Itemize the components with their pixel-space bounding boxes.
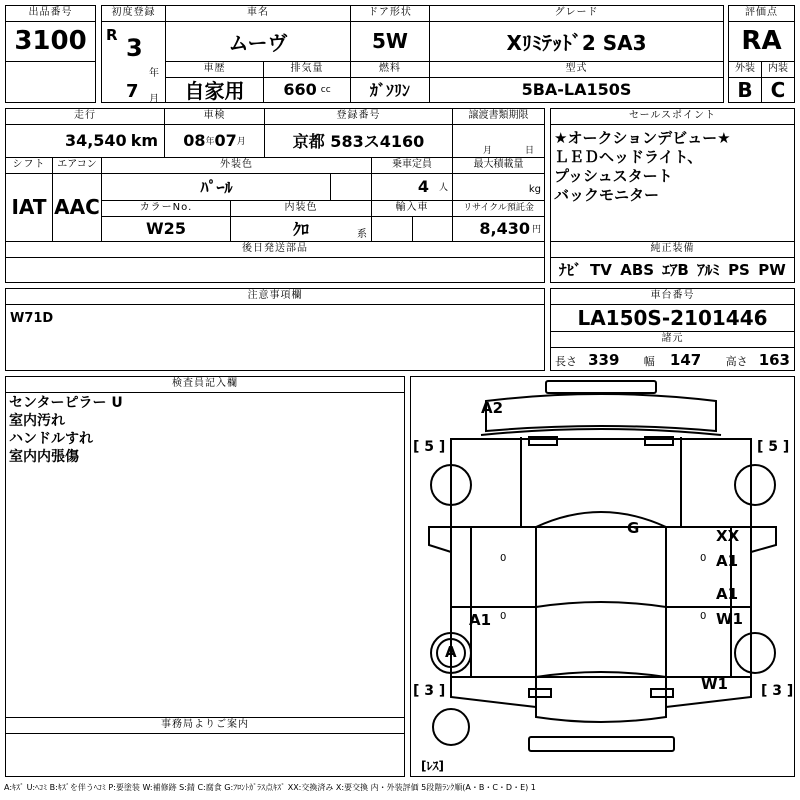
equipment-list	[551, 257, 794, 282]
inspector-lines	[9, 394, 123, 466]
import-divider	[412, 216, 413, 242]
ac-value: AAC	[54, 195, 100, 219]
interior-value: C	[770, 77, 786, 102]
inspector-label: 検査員記入欄	[6, 377, 404, 393]
sales-line: ★オークションデビュー★	[554, 129, 731, 147]
height-wrap	[726, 350, 790, 369]
first-registration-cell	[101, 5, 166, 103]
tire-rl: [ 3 ]	[413, 683, 446, 699]
mark-a2: A2	[481, 399, 504, 417]
load-label: 最大積載量	[453, 158, 544, 174]
color-no-value: W25	[146, 219, 186, 238]
equipment-alloy: ｱﾙﾐ	[697, 261, 720, 279]
office-cell	[5, 717, 405, 777]
recycle-wrap	[453, 216, 544, 241]
ac-label: エアコン	[53, 158, 101, 174]
import-label: 輸入車	[372, 201, 452, 217]
sales-line: ＬＥＤヘッドライト、	[554, 148, 703, 166]
car-name-cell	[165, 5, 351, 62]
transfer-cell	[452, 108, 545, 158]
displacement-unit: cc	[320, 84, 331, 95]
mark-a1-left: A1	[469, 611, 492, 629]
mark-g: G	[627, 519, 640, 537]
month-value: 7	[126, 81, 139, 102]
mark-a-left: A	[445, 643, 457, 661]
length-value: 339	[588, 351, 620, 369]
import-cell	[371, 200, 453, 242]
equipment-tv: TV	[590, 260, 612, 279]
capacity-cell	[371, 157, 453, 201]
inspector-line: 室内内張傷	[9, 449, 79, 465]
mark-w1-bottom: W1	[701, 675, 728, 693]
int-color-value: ｸﾛ	[292, 220, 309, 239]
insp-year: 08	[183, 131, 206, 150]
equipment-abs: ABS	[620, 260, 655, 279]
interior-label: 内装	[762, 62, 794, 78]
legend: A:ｷｽﾞ U:ﾍｺﾐ B:ｷｽﾞを伴うﾍｺﾐ P:要塗装 W:補修跡 S:錆 C:腐食 G:ﾌﾛﾝﾄｶﾞﾗｽ点ｷｽﾞ XX:交換済み X:要交換 内・外装評価 5段階ﾗﾝｸ順(A・B・C・D・E) 1	[4, 783, 536, 792]
car-diagram	[410, 376, 795, 777]
int-color-label: 内装色	[231, 201, 371, 217]
fuel-label: 燃料	[351, 62, 429, 78]
width-wrap	[644, 350, 701, 369]
displacement-cell	[263, 61, 351, 103]
capacity-value: 4	[417, 177, 429, 196]
inspector-line: センターピラー U	[9, 395, 123, 411]
front-hood-outline	[486, 394, 716, 431]
displacement-wrap	[264, 77, 350, 102]
equipment-airbag: ｴｱB	[662, 261, 689, 279]
exterior-value: B	[737, 77, 753, 102]
office-label: 事務局よりご案内	[6, 718, 404, 734]
mileage-value: 34,540	[64, 131, 127, 150]
year-value: 3	[126, 34, 143, 62]
height-value: 163	[758, 351, 790, 369]
upper-body-outline	[451, 439, 751, 527]
inspection-wrap	[165, 124, 264, 157]
recycle-unit: 円	[531, 225, 541, 235]
zero-right: 0	[700, 553, 707, 564]
mileage-wrap	[6, 124, 164, 157]
caution-value: W71D	[10, 311, 54, 326]
front-bumper-outline	[529, 737, 674, 751]
mark-w1-right: W1	[716, 610, 743, 628]
mark-a1-right-upper: A1	[716, 552, 739, 570]
door-cell	[350, 5, 430, 62]
displacement-label: 排気量	[264, 62, 350, 78]
fuel-value: ｶﾞｿﾘﾝ	[369, 81, 410, 100]
spec-row	[555, 350, 790, 369]
month-unit: 月	[149, 94, 159, 105]
spare-label: [ﾚｽ]	[421, 759, 444, 773]
load-unit: kg	[528, 184, 541, 195]
car-name-value: ムーヴ	[228, 30, 288, 55]
exterior-label: 外装	[729, 62, 761, 78]
height-label: 高さ	[725, 355, 748, 368]
color-divider	[330, 173, 331, 201]
sales-point-label: セールスポイント	[551, 109, 794, 125]
model-label: 型式	[430, 62, 723, 78]
registration-cell	[264, 108, 453, 158]
trunk-outline	[536, 672, 666, 722]
sales-point-cell	[550, 108, 795, 242]
transfer-label: 譲渡書類期限	[453, 109, 544, 125]
equipment-cell	[550, 241, 795, 283]
car-name-label: 車名	[166, 6, 350, 22]
wheel-fr	[735, 465, 775, 505]
transfer-month: 月	[483, 146, 493, 156]
grade-label: グレード	[430, 6, 723, 22]
displacement-value: 660	[283, 80, 317, 99]
chassis-value: LA150S-2101446	[577, 305, 768, 330]
mark-a1-right-lower: A1	[716, 585, 739, 603]
width-value: 147	[669, 351, 702, 369]
history-cell	[165, 61, 264, 103]
length-label: 長さ	[555, 355, 577, 368]
equipment-ps: PS	[728, 260, 750, 279]
insp-month: 07	[214, 131, 237, 150]
rear-bumper-outline	[546, 381, 656, 393]
caution-cell	[5, 288, 545, 371]
sales-line: プッシュスタート	[554, 167, 673, 185]
car-outline	[411, 377, 794, 776]
tire-fl: [ 5 ]	[413, 439, 446, 455]
grade-value: Xﾘﾐﾃｯﾄﾞ2 SA3	[506, 30, 647, 55]
sales-point-lines	[554, 129, 731, 205]
capacity-wrap	[372, 173, 452, 200]
color-no-label: カラーNo.	[102, 201, 230, 217]
capacity-unit: 人	[438, 183, 448, 193]
inspector-line: ハンドルすれ	[9, 431, 93, 447]
lot-blank-cell	[5, 61, 96, 103]
length-wrap	[555, 350, 619, 369]
lot-number-label: 出品番号	[6, 6, 95, 22]
color-label: 外装色	[102, 158, 371, 174]
era-value: R	[106, 26, 118, 44]
lot-number-value: 3100	[14, 26, 87, 56]
mileage-label: 走行	[6, 109, 164, 125]
spare-wheel	[433, 709, 469, 745]
mark-xx: XX	[716, 527, 740, 545]
transfer-day: 日	[525, 146, 535, 156]
shift-label: シフト	[6, 158, 52, 174]
tire-rr: [ 3 ]	[761, 683, 794, 699]
shift-cell	[5, 157, 53, 242]
mileage-unit: km	[130, 131, 158, 150]
registration-label: 登録番号	[265, 109, 452, 125]
registration-value: 京都 583ス4160	[292, 132, 425, 151]
shift-value: IAT	[11, 195, 47, 219]
zero-left-lower: 0	[500, 611, 507, 622]
grade-cell	[429, 5, 724, 62]
lot-number-cell	[5, 5, 96, 62]
equipment-label: 純正装備	[551, 242, 794, 258]
equipment-pw: PW	[758, 260, 786, 279]
color-no-cell	[101, 200, 231, 242]
zero-right-lower: 0	[700, 611, 707, 622]
ac-cell	[52, 157, 102, 242]
width-label: 幅	[643, 355, 655, 368]
history-label: 車歴	[166, 62, 263, 78]
score-cell	[728, 5, 795, 62]
fuel-cell	[350, 61, 430, 103]
color-cell	[101, 157, 372, 201]
later-parts-cell	[5, 241, 545, 283]
color-value: ﾊﾟｰﾙ	[200, 178, 233, 197]
exterior-cell	[728, 61, 762, 103]
model-cell	[429, 61, 724, 103]
capacity-label: 乗車定員	[372, 158, 452, 174]
later-parts-label: 後日発送部品	[6, 242, 544, 258]
insp-month-unit: 月	[236, 137, 246, 147]
door-value: 5W	[372, 29, 408, 53]
inspector-cell	[5, 376, 405, 718]
first-registration-label: 初度登録	[102, 6, 165, 22]
int-color-cell	[230, 200, 372, 242]
door-label: ドア形状	[351, 6, 429, 22]
load-cell	[452, 157, 545, 201]
score-label: 評価点	[729, 6, 794, 22]
recycle-cell	[452, 200, 545, 242]
interior-cell	[761, 61, 795, 103]
zero-left: 0	[500, 553, 507, 564]
chassis-cell	[550, 288, 795, 332]
history-value: 自家用	[184, 79, 245, 103]
insp-year-unit: 年	[205, 137, 215, 147]
inspection-cell	[164, 108, 265, 158]
wheel-rr	[735, 633, 775, 673]
year-unit: 年	[149, 68, 159, 79]
score-value: RA	[741, 26, 782, 56]
sales-line: バックモニター	[554, 186, 660, 204]
spec-label: 諸元	[551, 332, 794, 348]
equipment-navi: ﾅﾋﾞ	[559, 261, 582, 279]
mileage-cell	[5, 108, 165, 158]
int-color-unit: 系	[357, 229, 367, 240]
recycle-value: 8,430	[479, 219, 530, 238]
caution-label: 注意事項欄	[6, 289, 544, 305]
spec-cell	[550, 331, 795, 371]
chassis-label: 車台番号	[551, 289, 794, 305]
inspection-label: 車検	[165, 109, 264, 125]
model-value: 5BA-LA150S	[521, 80, 632, 99]
tire-fr: [ 5 ]	[757, 439, 790, 455]
recycle-label: リサイクル預託金	[453, 201, 544, 217]
inspector-line: 室内汚れ	[9, 413, 65, 429]
